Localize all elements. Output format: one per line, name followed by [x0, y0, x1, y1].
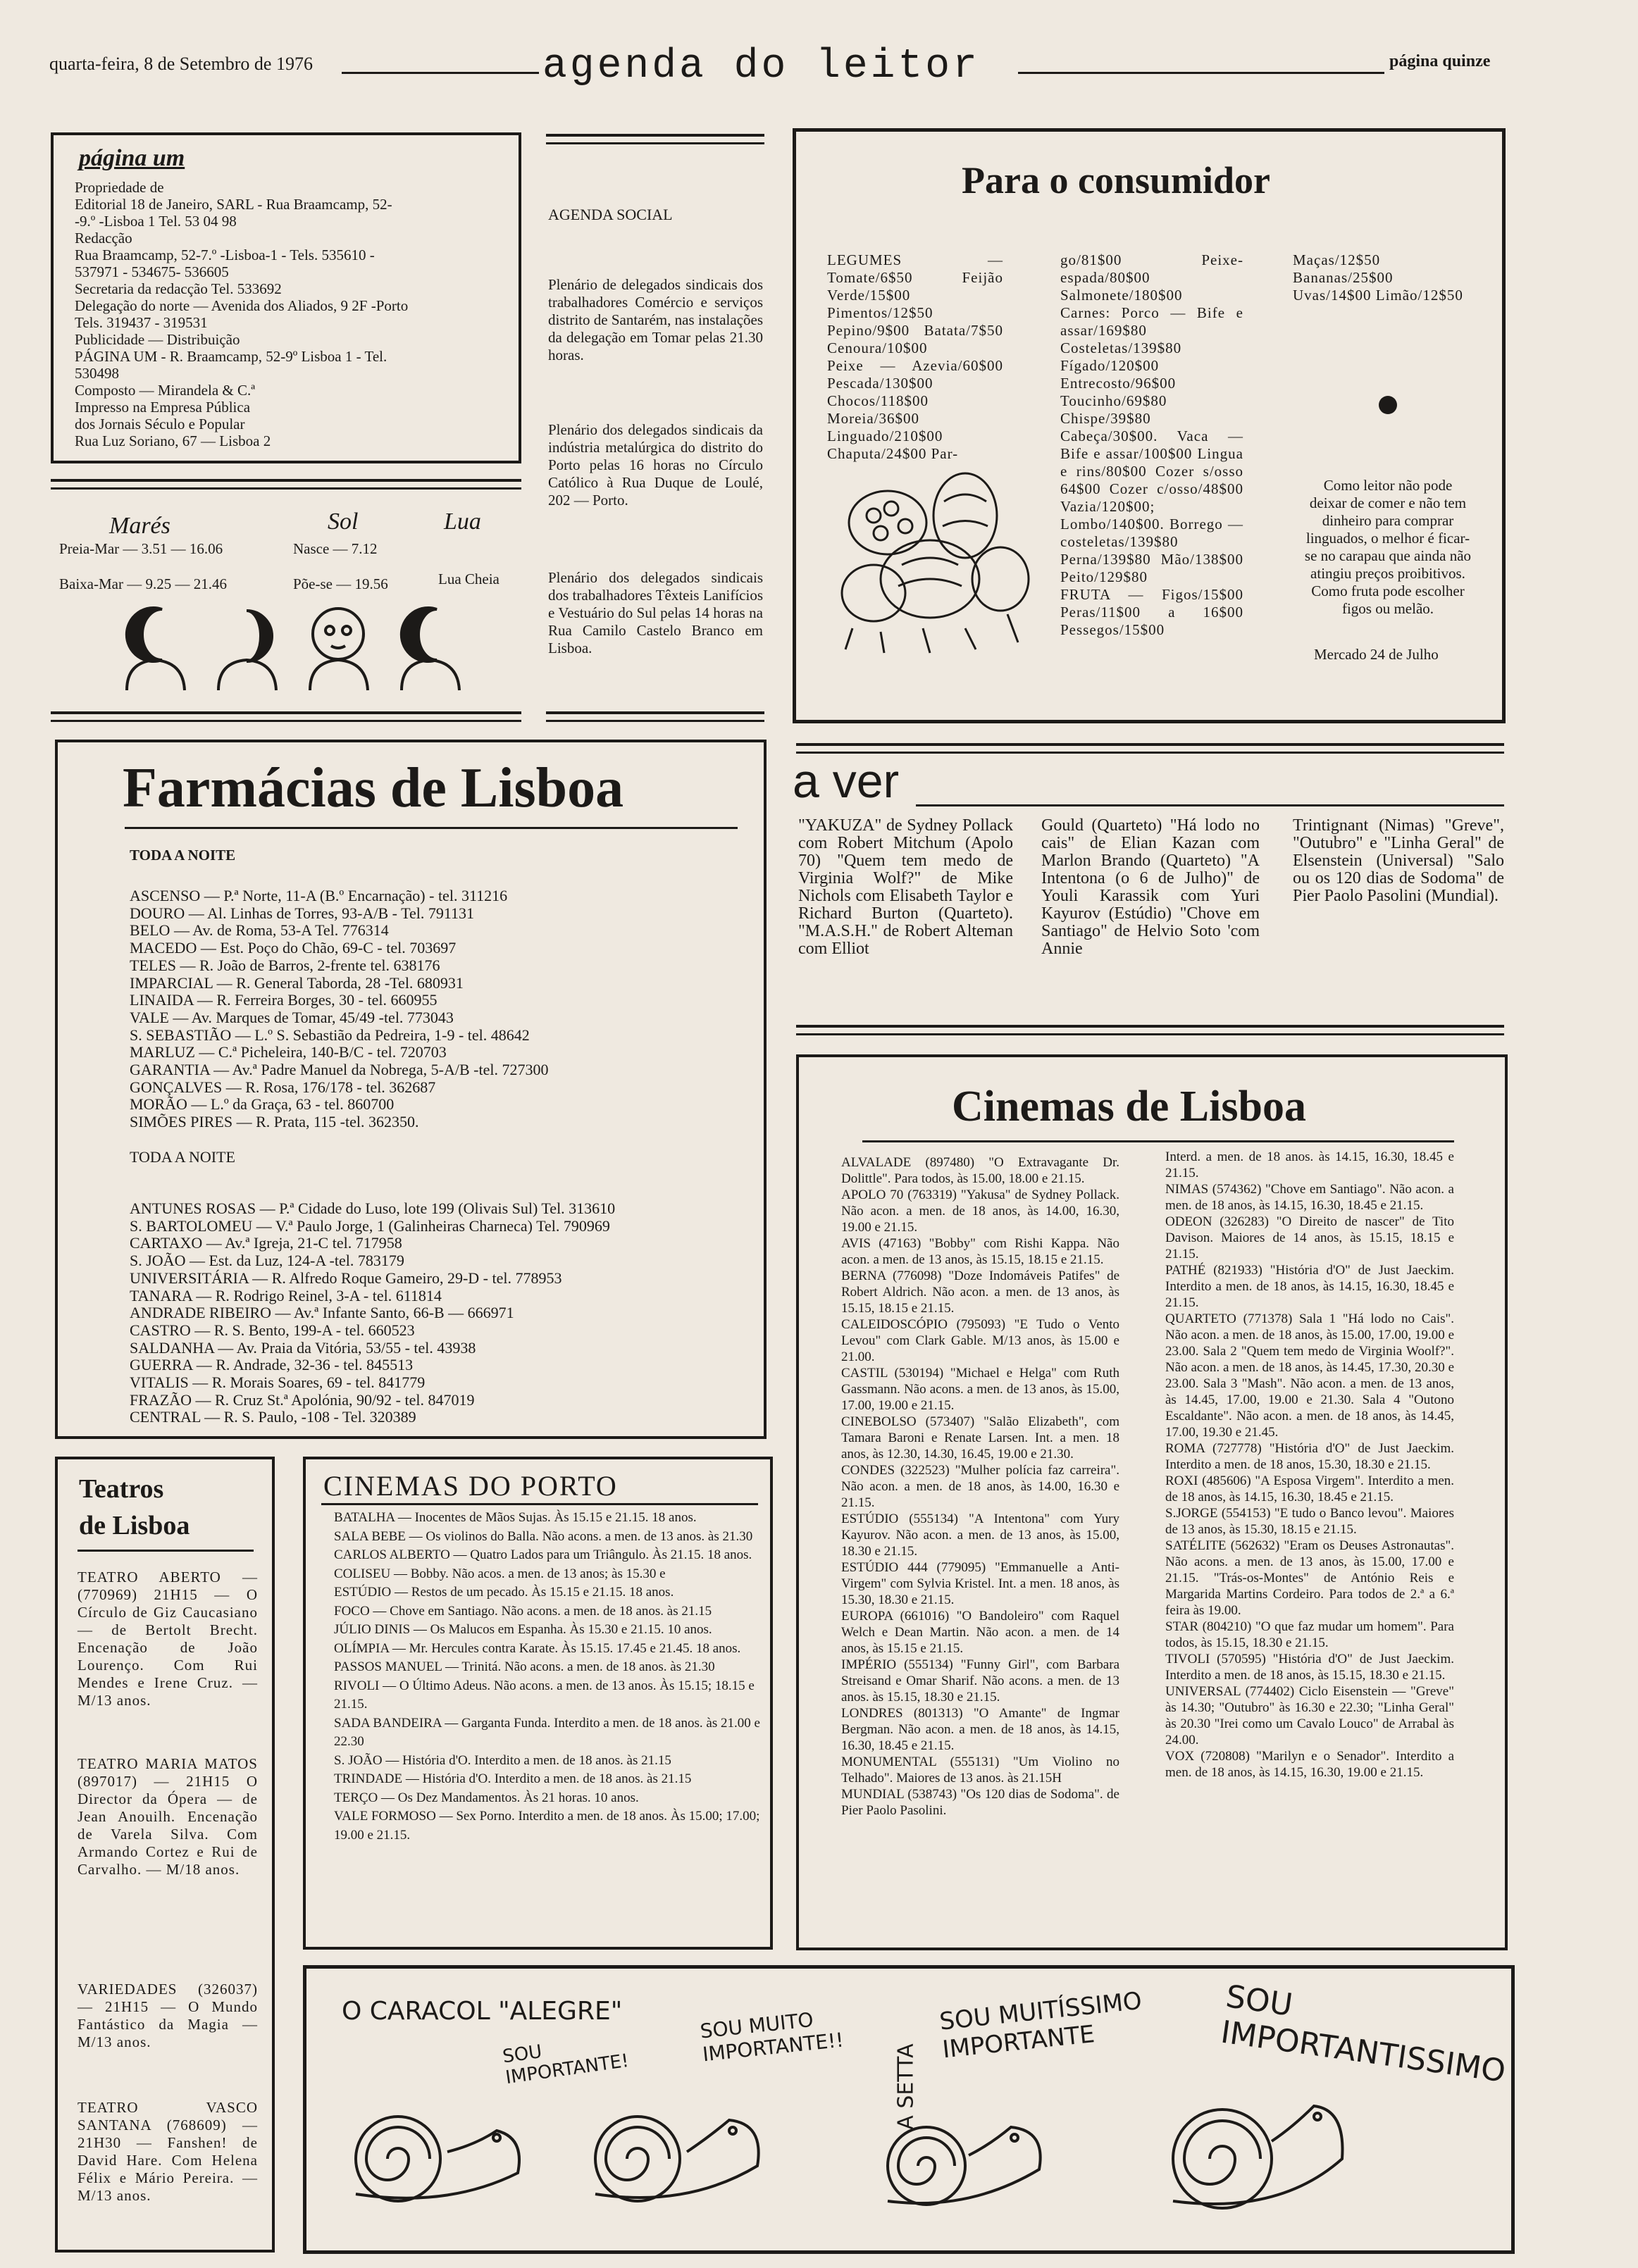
- teatros-title-1: Teatros: [79, 1474, 164, 1504]
- consumidor-box: [793, 128, 1506, 723]
- sunrise: Nasce — 7.12: [293, 540, 378, 557]
- snail-drawings: [306, 1969, 1511, 2250]
- header-date: quarta-feira, 8 de Setembro de 1976: [49, 54, 313, 74]
- consumidor-prices-col3: Maças/12$50 Bananas/25$00 Uvas/14$00 Limão/12$50: [1293, 251, 1463, 304]
- masthead-box: [51, 132, 521, 463]
- cinemas-porto-title: CINEMAS DO PORTO: [323, 1470, 618, 1502]
- farmacias-title-rule: [125, 827, 738, 829]
- farmacias-list-2: ANTUNES ROSAS — P.ª Cidade do Luso, lote 199 (Olivais Sul) Tel. 313610 S. BARTOLOMEU — V.ª Paulo Jorge, 1 (Galinheiras Charneca) Tel. 790969 CARTAXO — Av.ª Igreja, 21-C tel. 717958 S. JOÃO — Est. da Luz, 124-A -tel. 783179 UNIVERSITÁRIA — R. Alfredo Roque Gameiro, 29-D - tel. 778953 TANARA — R. Rodrigo Reinel, 3-A - tel. 611814 ANDRADE RIBEIRO — Av.ª Infante Santo, 66-B — 666971 CASTRO — R. S. Bento, 199-A - tel. 660523 SALDANHA — Av. Praia da Vitória, 53/55 - tel. 43938 GUERRA — R. Andrade, 32-36 - tel. 845513 VITALIS — R. Morais Soares, 69 - tel. 841779 FRAZÃO — R. Cruz St.ª Apolónia, 90/92 - tel. 847019 CENTRAL — R. S. Paulo, -108 - Tel. 320389: [130, 1200, 616, 1426]
- cartoon-panel-4-speech: SOU IMPORTANTISSIMO: [1218, 1979, 1508, 2090]
- cinemas-lisboa-title-rule: [862, 1140, 1454, 1142]
- aver-rule-top2: [796, 752, 1504, 754]
- cinemas-porto-list: BATALHA — Inocentes de Mãos Sujas. Às 15.15 e 21.15. 18 anos. SALA BEBE — Os violinos do Balla. Não acons. a men. de 13 anos. às 21.30 CARLOS ALBERTO — Quatro Lados para um Triângulo. Às 21.15. 18 anos. COLISEU — Bobby. Não acos. a men. de 13 anos; às 15.30 e ESTÚDIO — Restos de um pecado. Às 15.15 e 21.15. 18 anos. FOCO — Chove em Santiago. Não acons. a men. de 18 anos. às 21.15 JÚLIO DINIS — Os Malucos em Espanha. Às 15.30 e 21.15. 10 anos. OLÍMPIA — Mr. Hercules contra Karate. Às 15.15. 17.45 e 21.45. 18 anos. PASSOS MANUEL — Trinitá. Não acons. a men. de 18 anos. às 21.30 RIVOLI — O Último Adeus. Não acons. a men. de 13 anos. Às 15.15; 18.15 e 21.15. SADA BANDEIRA — Garganta Funda. Interdito a men. de 18 anos. às 21.00 e 22.30 S. JOÃO — História d'O. Interdito a men. de 18 anos. às 21.15 TRINDADE — História d'O. Interdito a men. de 18 anos. às 21.15 TERÇO — Os Dez Mandamentos. Às 21 horas. 10 anos. VALE FORMOSO — Sex Porno. Interdito a men. de 18 anos. Às 15.00; 17.00; 19.00 e 21.15.: [334, 1510, 760, 1843]
- high-tide: Preia-Mar — 3.51 — 16.06: [59, 540, 223, 557]
- agenda-rule-top: [546, 134, 764, 137]
- teatro-aberto: TEATRO ABERTO — (770969) 21H15 — O Círculo de Giz Caucasiano — de Bertolt Brecht. Encenação de João Lourenço. Com Rui Mendes e Irene Cruz. — M/13 anos.: [77, 1569, 258, 1709]
- farmacias-list-1: ASCENSO — P.ª Norte, 11-A (B.º Encarnação) - tel. 311216 DOURO — Al. Linhas de Torres, 93-A/B - Tel. 791131 BELO — Av. de Roma, 53-A Tel. 776314 MACEDO — Est. Poço do Chão, 69-C - tel. 703697 TELES — R. João de Barros, 2-frente tel. 638176 IMPARCIAL — R. General Taborda, 28 -Tel. 680931 LINAIDA — R. Ferreira Borges, 30 - tel. 660955 VALE — Av. Marques de Tomar, 45/49 -tel. 773043 S. SEBASTIÃO — L.º S. Sebastião da Pedreira, 1-9 - tel. 48642 MARLUZ — C.ª Picheleira, 140-B/C - tel. 720703 GARANTIA — Av.ª Padre Manuel da Nobrega, 5-A/B -tel. 727300 GONÇALVES — R. Rosa, 176/178 - tel. 362687 MORÃO — L.º da Graça, 63 - tel. 860700 SIMÕES PIRES — R. Prata, 115 -tel. 362350.: [130, 887, 549, 1131]
- consumidor-title: Para o consumidor: [962, 159, 1270, 201]
- cartoon-panel-1-caption: O CARACOL "ALEGRE": [342, 1997, 623, 2026]
- consumidor-note: Como leitor não pode deixar de comer e não tem dinheiro para comprar linguados, o melhor é ficar-se no carapau que ainda não atingiu preços proibitivos. Como fruta pode escolher figos ou melão.: [1304, 477, 1472, 617]
- masthead-logo: página um: [79, 145, 185, 171]
- cartoon-strip-box: [303, 1965, 1515, 2254]
- header-rule-left: [342, 72, 539, 74]
- header-page-number: página quinze: [1389, 52, 1491, 70]
- teatro-vasco-santana: TEATRO VASCO SANTANA (768609) — 21H30 — Fanshen! de David Hare. Com Helena Félix e Mário Pereira. — M/13 anos.: [77, 2099, 258, 2204]
- aver-rule-bottom: [796, 1025, 1504, 1028]
- header-title: agenda do leitor: [542, 44, 980, 89]
- cartoon-panel-2-speech: SOU MUITO IMPORTANTE!!: [699, 2007, 845, 2067]
- teatro-maria-matos: TEATRO MARIA MATOS (897017) — 21H15 O Director da Ópera — de Jean Anouilh. Encenação de Varela Silva. Com Armando Cortez e Rui de Carvalho. — M/18 anos.: [77, 1755, 258, 1878]
- teatro-variedades: VARIEDADES (326037) — 21H15 — O Mundo Fantástico da Magia — M/13 anos.: [77, 1981, 258, 2050]
- cinemas-lisboa-box: [796, 1054, 1508, 1950]
- aver-rule-top: [796, 743, 1504, 746]
- aver-col-3: Trintignant (Nimas) "Greve", "Outubro" e "Linha Geral" de Elsenstein (Universal) "Salo ou os 120 dias de Sodoma" de Pier Paolo Pasolini (Mundial).: [1293, 816, 1504, 905]
- masthead-double-rule-bottom: [51, 487, 521, 490]
- cinemas-porto-title-rule: [321, 1503, 758, 1505]
- agenda-rule-bottom2: [546, 720, 764, 722]
- aver-col-2: Gould (Quarteto) "Há lodo no cais" de Elian Kazan com Marlon Brando (Quarteto) "A Intentona (o 6 de Julho)" de Youli Karassik com Yuri Kayurov (Estúdio) "Chove em Santiago" de Helvio Soto 'com Annie: [1041, 816, 1260, 958]
- consumidor-market: Mercado 24 de Julho: [1314, 646, 1439, 663]
- aver-title-rule: [916, 804, 1504, 806]
- consumidor-prices-col1: LEGUMES — Tomate/6$50 Feijão Verde/15$00 Pimentos/12$50 Pepino/9$00 Batata/7$50 Cenoura/10$00 Peixe — Azevia/60$00 Pescada/130$00 Chocos/118$00 Moreia/36$00 Linguado/210$00 Chaputa/24$00 Par-: [827, 251, 1003, 462]
- tides-label: Marés: [109, 513, 170, 539]
- masthead-double-rule-top: [51, 479, 521, 482]
- moon-label: Lua: [444, 509, 481, 535]
- cinemas-lisboa-col-2: Interd. a men. de 18 anos. às 14.15, 16.30, 18.45 e 21.15. NIMAS (574362) "Chove em Santiago". Não acon. a men. de 18 anos, às 14.15, 16.30, 18.45 e 21.15. ODEON (326283) "O Direito de nascer" de Tito Davison. Maiores de 14 anos, às 15.15, 18.15 e 21.15. PATHÉ (821933) "História d'O" de Just Jaeckim. Interdito a men. de 18 anos, às 14.15, 16.30, 18.45 e 21.15. QUARTETO (771378) Sala 1 "Há lodo no Cais". Não acon. a men. de 18 anos, às 15.00, 17.00, 19.00 e 23.00. Sala 2 "Quem tem medo de Virginia Woolf?". Não acon. a men. de 18 anos, às 14.45, 17.30, 20.30 e 23.00. Sala 3 "Mash". Não acon. a men. de 13 anos, às 14.45, 17.00, 19.00 e 21.30. Sala 4 "Outono Escaldante". Não acon. a men. de 18 anos, às 14.45, 17.00, 19.30 e 21.45. ROMA (727778) "História d'O" de Just Jaeckim. Interdito a men. de 18 anos, 15.30, 18.30 e 21.15. ROXI (485606) "A Esposa Virgem". Interdito a men. de 18 anos, às 14.15, 16.30, 18.45 e 21.15. S.JORGE (554153) "E tudo o Banco levou". Maiores de 13 anos, às 15.30, 18.15 e 21.15. SATÉLITE (562632) "Eram os Deuses Astronautas". Não acons. a men. de 13 anos, às 15.00, 17.00 e 21.15. "Trás-os-Montes" de António Reis e Margarida Martins Cordeiro. Para todos de 2.ª a 6.ª feira às 19.00. STAR (804210) "O que faz mudar um homem". Para todos, às 15.15, 18.30 e 21.15. TIVOLI (570595) "História d'O" de Just Jaeckim. Interdito a men. de 18 anos, às 15.15, 18.30 e 21.15. UNIVERSAL (774402) Ciclo Eisenstein — "Greve" às 14.30; "Outubro" às 16.30 e 22.30; "Linha Geral" às 20.30 "Irei como um Cavalo Louco" de Arrabal às 24.00. VOX (720808) "Marilyn e o Senador". Interdito a men. de 18 anos, às 14.15, 16.30, 19.00 e 21.15.: [1165, 1149, 1454, 1780]
- bullet-dot: [1379, 396, 1397, 414]
- cinemas-lisboa-col-1: ALVALADE (897480) "O Extravagante Dr. Dolittle". Para todos, às 15.00, 18.00 e 21.15. APOLO 70 (763319) "Yakusa" de Sydney Pollack. Não acon. a men. de 18 anos, às 14.00, 16.30, 19.00 e 21.15. AVIS (47163) "Bobby" com Rishi Kappa. Não acon. a men. de 13 anos, às 15.15, 18.15 e 21.15. BERNA (776098) "Doze Indomáveis Patifes" de Robert Aldrich. Não acon. a men. de 13 anos, às 15.15, 18.15 e 21.15. CALEIDOSCÓPIO (795093) "E Tudo o Vento Levou" com Clark Gable. M/13 anos, às 15.00 e 21.00. CASTIL (530194) "Michael e Helga" com Ruth Gassmann. Não acons. a men. de 13 anos, às 15.00, 17.00, 19.00 e 21.15. CINEBOLSO (573407) "Salão Elizabeth", com Tamara Baroni e Renate Larsen. Int. a men. 18 anos, às 12.30, 14.30, 16.45, 19.00 e 21.30. CONDES (322523) "Mulher polícia faz carreira". Não acon. a men. de 18 anos, às 14.00, 16.30 e 21.15. ESTÚDIO (555134) "A Intentona" com Yury Kayurov. Não acon. a men. de 13 anos, às 15.00, 18.30 e 21.15. ESTÚDIO 444 (779095) "Emmanuelle a Anti-Virgem" com Sylvia Kristel. Int. a men. 18 anos, às 15.30, 18.30 e 21.15. EUROPA (661016) "O Bandoleiro" com Raquel Welch e Dean Martin. Não acon. a men. de 14 anos, às 15.15 e 21.15. IMPÉRIO (555134) "Funny Girl", com Barbara Streisand e Omar Sharif. Não acons. a men. de 13 anos. às 15.15, 18.30 e 21.15. LONDRES (801313) "O Amante" de Ingmar Bergman. Não acon. a men. de 18 anos, às 14.15, 16.30, 18.45 e 21.15. MONUMENTAL (555131) "Um Violino no Telhado". Maiores de 13 anos. às 21.15H MUNDIAL (538743) "Os 120 dias de Sodoma". de Pier Paolo Pasolini.: [841, 1155, 1119, 1818]
- masthead-text: Propriedade de Editorial 18 de Janeiro, SARL - Rua Braamcamp, 52- -9.º -Lisboa 1 Tel. 53 04 98 Redacção Rua Braamcamp, 52-7.º -Lisboa-1 - Tels. 535610 - 537971 - 534675- 536605 Secretaria da redacção Tel. 533692 Delegação do norte — Avenida dos Aliados, 9 2F -Porto Tels. 319437 - 319531 Publicidade — Distribuição PÁGINA UM - R. Braamcamp, 52-9º Lisboa 1 - Tel. 530498 Composto — Mirandela & C.ª Impresso na Empresa Pública dos Jornais Século e Popular Rua Luz Soriano, 67 — Lisboa 2: [75, 179, 409, 449]
- agenda-item-1: Plenário de delegados sindicais dos trabalhadores Comércio e serviços distrito de Santarém, nas instalações da delegação em Tomar pelas 21.30 horas.: [548, 276, 764, 363]
- consumidor-prices-col2: go/81$00 Peixe-espada/80$00 Salmonete/180$00 Carnes: Porco — Bife e assar/169$80 Costeletas/139$80 Fígado/120$00 Entrecosto/96$00 Toucinho/69$80 Chispe/39$80 Cabeça/30$00. Vaca — Bife e assar/100$00 Lingua e rins/80$00 Cozer s/osso 64$00 Cozer c/osso/48$00 Vazia/120$00; Lombo/140$00. Borrego — costeletas/139$80 Perna/139$80 Mão/138$00 Peito/129$80 FRUTA — Figos/15$00 Peras/11$00 a 16$00 Pessegos/15$00: [1060, 251, 1243, 638]
- sunset: Põe-se — 19.56: [293, 575, 388, 592]
- cartoon-panel-3-side-text: A SETTA: [893, 2043, 919, 2130]
- cinemas-lisboa-title: Cinemas de Lisboa: [952, 1083, 1306, 1130]
- tides-double-rule-top: [51, 711, 521, 714]
- moon-phase: Lua Cheia: [438, 571, 500, 587]
- fruit-basket-illustration: [824, 459, 1043, 663]
- agenda-item-2: Plenário dos delegados sindicais da indústria metalúrgica do distrito do Porto pelas 16 horas no Círculo Católico à Rua Duque de Loulé, 202 — Porto.: [548, 421, 763, 509]
- farmacias-box: [55, 740, 767, 1439]
- moon-phases-illustration: [120, 595, 472, 694]
- aver-col-1: "YAKUZA" de Sydney Pollack com Robert Mitchum (Apolo 70) "Quem tem medo de Virginia Wolf?" de Mike Nichols com Elisabeth Taylor e Richard Burton (Quarteto). "M.A.S.H." de Robert Alteman com Elliot: [798, 816, 1013, 958]
- agenda-rule-bottom: [546, 711, 764, 714]
- farmacias-title: Farmácias de Lisboa: [123, 757, 624, 819]
- aver-rule-bottom2: [796, 1033, 1504, 1035]
- cartoon-panel-1-speech: SOU IMPORTANTE!: [501, 2040, 631, 2089]
- agenda-social-title: AGENDA SOCIAL: [548, 206, 673, 223]
- tides-double-rule-bottom: [51, 720, 521, 722]
- teatros-box: [55, 1457, 275, 2253]
- cinemas-porto-box: [303, 1457, 773, 1950]
- teatros-title-rule: [77, 1550, 254, 1552]
- agenda-rule-top2: [546, 142, 764, 144]
- agenda-item-3: Plenário dos delegados sindicais dos trabalhadores Têxteis Lanifícios e Vestuário do Sul pelas 14 horas na Rua Camilo Castelo Branco em Lisboa.: [548, 569, 763, 656]
- cartoon-panel-3-speech: SOU MUITÍSSIMO IMPORTANTE: [938, 1986, 1143, 2064]
- farmacias-subtitle-1: TODA A NOITE: [130, 847, 236, 864]
- teatros-title-2: de Lisboa: [79, 1511, 190, 1540]
- farmacias-subtitle-2: TODA A NOITE: [130, 1148, 235, 1166]
- low-tide: Baixa-Mar — 9.25 — 21.46: [59, 575, 227, 592]
- aver-title: a ver: [793, 754, 900, 808]
- header-rule-right: [1018, 72, 1384, 74]
- sun-label: Sol: [328, 509, 359, 535]
